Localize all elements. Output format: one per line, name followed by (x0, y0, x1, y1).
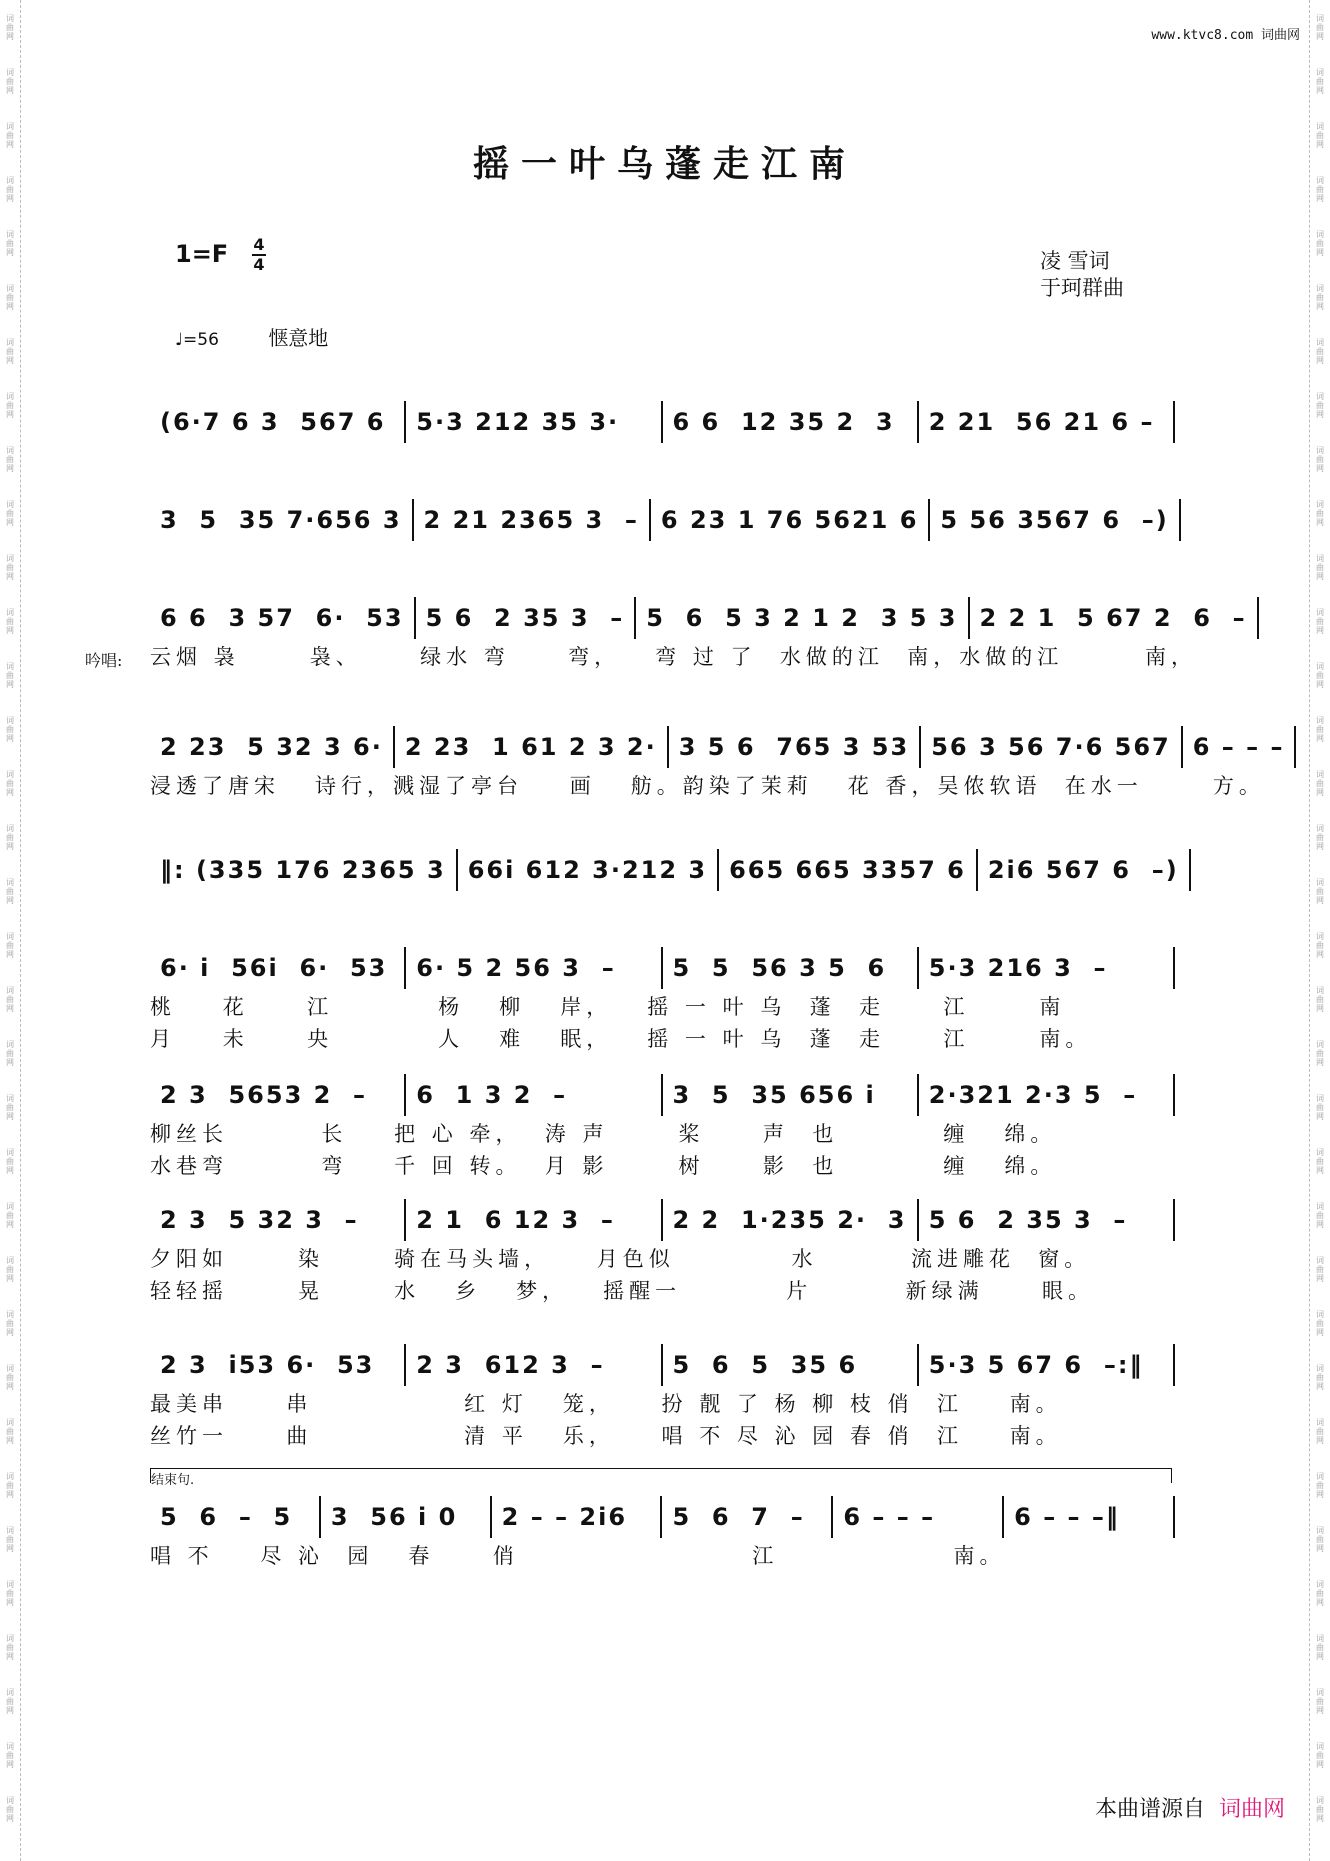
lyric-line: 桃 花 江 杨 柳 岸， 摇 一 叶 乌 蓬 走 江 南 (150, 995, 1066, 1019)
side-watermark-mark: 词曲网 (1316, 1634, 1324, 1661)
side-watermark-mark: 词曲网 (6, 14, 14, 41)
composer-credit: 于珂群曲 (1040, 276, 1124, 300)
measure: 3 5 35 656 i (663, 1074, 919, 1116)
side-watermark-mark: 词曲网 (1316, 1040, 1324, 1067)
side-watermark-mark: 词曲网 (1316, 500, 1324, 527)
side-watermark-mark: 词曲网 (1316, 1526, 1324, 1553)
measure: 2 21 56 21 6 – (919, 401, 1175, 443)
measure: 56 3 56 7·6 567 (921, 726, 1183, 768)
side-watermark-mark: 词曲网 (6, 122, 14, 149)
side-watermark-mark: 词曲网 (6, 500, 14, 527)
side-watermark-mark: 词曲网 (1316, 1742, 1324, 1769)
side-watermark-mark: 词曲网 (1316, 878, 1324, 905)
measure: 2 3 5653 2 – (150, 1074, 406, 1116)
side-watermark-mark: 词曲网 (1316, 1256, 1324, 1283)
side-watermark-mark: 词曲网 (1316, 176, 1324, 203)
measure: 66i 612 3·212 3 (458, 849, 719, 891)
measure: 2 – – 2i6 (492, 1496, 663, 1538)
key-signature: 1=F (175, 240, 229, 268)
tempo-marking (175, 322, 328, 351)
measure: 3 5 35 7·656 3 (150, 499, 414, 541)
measure: 5 6 5 3 2 1 2 3 5 3 (636, 597, 969, 639)
score-row (150, 402, 1175, 442)
side-watermark-mark: 词曲网 (6, 1256, 14, 1283)
side-watermark-mark: 词曲网 (6, 338, 14, 365)
measure: 5 6 7 – (662, 1496, 833, 1538)
side-watermark-mark: 词曲网 (1316, 230, 1324, 257)
side-watermark-mark: 词曲网 (6, 878, 14, 905)
side-watermark-mark: 词曲网 (6, 824, 14, 851)
measure: ‖: (335 176 2365 3 (150, 849, 458, 891)
side-watermark-mark: 词曲网 (1316, 932, 1324, 959)
lyric-line: 最美串 串 红 灯 笼， 扮 靓 了 杨 柳 枝 俏 江 南。 (150, 1392, 1062, 1416)
notation-line (150, 1075, 1175, 1115)
side-watermark-mark: 词曲网 (6, 1742, 14, 1769)
measure: 6 6 12 35 2 3 (663, 401, 919, 443)
lyricist-credit: 凌 雪词 (1040, 249, 1110, 273)
measure: 2·321 2·3 5 – (919, 1074, 1175, 1116)
measure: 2 1 6 12 3 – (406, 1199, 662, 1241)
side-watermark-mark: 词曲网 (1316, 122, 1324, 149)
left-margin-strip (0, 0, 21, 1861)
measure: 5 6 5 35 6 (663, 1344, 919, 1386)
lyric-line: 浸透了唐宋 诗行，溅湿了亭台 画 舫。韵染了茉莉 花 香，吴侬软语 在水一 方。 (150, 774, 1265, 798)
side-watermark-mark: 词曲网 (1316, 284, 1324, 311)
score-row (150, 1200, 1175, 1304)
side-watermark-mark: 词曲网 (6, 1418, 14, 1445)
side-watermark-mark: 词曲网 (1316, 392, 1324, 419)
right-margin-strip (1309, 0, 1330, 1861)
measure: 2 3 5 32 3 – (150, 1199, 406, 1241)
measure: 5 6 2 35 3 – (919, 1199, 1175, 1241)
lyric-line: 夕阳如 染 骑在马头墙， 月色似 水 流进雕花 窗。 (150, 1247, 1091, 1271)
measure: 5 5 56 3 5 6 (663, 947, 919, 989)
side-watermark-mark: 词曲网 (1316, 824, 1324, 851)
side-watermark-mark: 词曲网 (1316, 1148, 1324, 1175)
measure: 5·3 212 35 3· (406, 401, 662, 443)
measure: 6 – – –‖ (1004, 1496, 1175, 1538)
tempo-bpm: ♩=56 (175, 330, 219, 350)
measure: 6 6 3 57 6· 53 (150, 597, 416, 639)
side-watermark-mark: 词曲网 (6, 1634, 14, 1661)
side-watermark-mark: 词曲网 (6, 1580, 14, 1607)
measure: 6 23 1 76 5621 6 (651, 499, 930, 541)
measure: 2 21 2365 3 – (414, 499, 651, 541)
side-watermark-mark: 词曲网 (1316, 1796, 1324, 1823)
score-row (85, 598, 1247, 670)
side-watermark-mark: 词曲网 (6, 986, 14, 1013)
side-watermark-mark: 词曲网 (1316, 1202, 1324, 1229)
notation-line (150, 727, 1285, 767)
measure: 6· i 56i 6· 53 (150, 947, 406, 989)
side-watermark-mark: 词曲网 (6, 716, 14, 743)
side-watermark-mark: 词曲网 (6, 68, 14, 95)
score-row (150, 850, 1179, 890)
notation-line (150, 598, 1247, 638)
notation-line (150, 402, 1175, 442)
measure: 6· 5 2 56 3 – (406, 947, 662, 989)
side-watermark-mark: 词曲网 (6, 1796, 14, 1823)
lyric-prefix: 吟唱: (85, 651, 123, 670)
measure: 2 23 1 61 2 3 2· (395, 726, 669, 768)
side-watermark-mark: 词曲网 (6, 662, 14, 689)
measure: 6 – – – (1183, 726, 1297, 768)
side-watermark-mark: 词曲网 (6, 1310, 14, 1337)
side-watermark-mark: 词曲网 (6, 608, 14, 635)
side-watermark-mark: 词曲网 (1316, 1688, 1324, 1715)
side-watermark-mark: 词曲网 (1316, 1580, 1324, 1607)
side-watermark-mark: 词曲网 (6, 1526, 14, 1553)
side-watermark-mark: 词曲网 (1316, 716, 1324, 743)
lyric-line: 柳丝长 长 把 心 牵， 涛 声 桨 声 也 缠 绵。 (150, 1122, 1057, 1146)
side-watermark-mark: 词曲网 (1316, 662, 1324, 689)
ending-bracket (150, 1468, 1172, 1488)
side-watermark-mark: 词曲网 (6, 230, 14, 257)
side-watermark-mark: 词曲网 (1316, 446, 1324, 473)
site-watermark[interactable]: www.ktvc8.com 词曲网 (1151, 28, 1300, 43)
side-watermark-mark: 词曲网 (1316, 770, 1324, 797)
song-title: 摇一叶乌蓬走江南 (472, 143, 857, 185)
side-watermark-mark: 词曲网 (1316, 1310, 1324, 1337)
score-row (150, 1075, 1175, 1179)
side-watermark-mark: 词曲网 (6, 1688, 14, 1715)
footer-brand[interactable]: 词曲网 (1218, 1797, 1285, 1822)
side-watermark-mark: 词曲网 (6, 1148, 14, 1175)
measure: 5 6 – 5 (150, 1496, 321, 1538)
footer-prefix: 本曲谱源自 (1094, 1797, 1205, 1822)
measure: 5 6 2 35 3 – (416, 597, 637, 639)
measure: 2 23 5 32 3 6· (150, 726, 395, 768)
measure: 2 2 1·235 2· 3 (663, 1199, 919, 1241)
side-watermark-mark: 词曲网 (6, 932, 14, 959)
tempo-mood: 惬意地 (268, 326, 329, 350)
side-watermark-mark: 词曲网 (6, 1472, 14, 1499)
measure: 6 1 3 2 – (406, 1074, 662, 1116)
lyric-line: 云烟 袅 袅、 绿水 弯 弯， 弯 过 了 水做的江 南，水做的江 南， (150, 645, 1197, 669)
time-signature-bottom: 4 (253, 255, 265, 274)
credits (1040, 248, 1124, 302)
measure: (6·7 6 3 567 6 (150, 401, 406, 443)
notation-line (150, 1497, 1175, 1537)
score-row (150, 1497, 1175, 1569)
side-watermark-mark: 词曲网 (1316, 554, 1324, 581)
measure: 3 5 6 765 3 53 (669, 726, 921, 768)
lyric-line: 轻轻摇 晃 水 乡 梦， 摇醒一 片 新绿满 眼。 (150, 1279, 1095, 1303)
time-signature (252, 236, 266, 274)
side-watermark-mark: 词曲网 (1316, 338, 1324, 365)
side-watermark-mark: 词曲网 (1316, 14, 1324, 41)
side-watermark-mark: 词曲网 (1316, 1472, 1324, 1499)
side-watermark-mark: 词曲网 (6, 1202, 14, 1229)
measure: 2 3 i53 6· 53 (150, 1344, 406, 1386)
side-watermark-mark: 词曲网 (1316, 1094, 1324, 1121)
measure: 665 665 3357 6 (719, 849, 978, 891)
side-watermark-mark: 词曲网 (6, 1040, 14, 1067)
measure: 2 2 1 5 67 2 6 – (970, 597, 1259, 639)
footer (1095, 1792, 1285, 1823)
notation-line (150, 850, 1179, 890)
time-signature-top: 4 (253, 235, 265, 254)
notation-line (150, 1200, 1175, 1240)
lyric-line: 唱 不 尽 沁 园 春 俏 江 南。 (150, 1544, 1006, 1568)
ending-label: 结束句. (151, 1473, 195, 1488)
notation-line (150, 948, 1175, 988)
side-watermark-mark: 词曲网 (6, 554, 14, 581)
side-watermark-mark: 词曲网 (1316, 1418, 1324, 1445)
side-watermark-mark: 词曲网 (1316, 986, 1324, 1013)
lyric-line: 水巷弯 弯 千 回 转。 月 影 树 影 也 缠 绵。 (150, 1154, 1057, 1178)
side-watermark-mark: 词曲网 (1316, 608, 1324, 635)
side-watermark-mark: 词曲网 (6, 284, 14, 311)
score-row (150, 500, 1175, 540)
lyric-line: 月 未 央 人 难 眠， 摇 一 叶 乌 蓬 走 江 南。 (150, 1027, 1092, 1051)
notation-line (150, 1345, 1175, 1385)
measure: 2i6 567 6 –) (978, 849, 1191, 891)
side-watermark-mark: 词曲网 (6, 1364, 14, 1391)
score-row (150, 1345, 1175, 1449)
measure: 2 3 612 3 – (406, 1344, 662, 1386)
side-watermark-mark: 词曲网 (6, 1094, 14, 1121)
side-watermark-mark: 词曲网 (1316, 1364, 1324, 1391)
measure: 5·3 216 3 – (919, 947, 1175, 989)
side-watermark-mark: 词曲网 (6, 176, 14, 203)
notation-line (150, 500, 1175, 540)
side-watermark-mark: 词曲网 (6, 770, 14, 797)
measure: 5·3 5 67 6 –:‖ (919, 1344, 1175, 1386)
score-row (150, 948, 1175, 1052)
side-watermark-mark: 词曲网 (6, 446, 14, 473)
side-watermark-mark: 词曲网 (1316, 68, 1324, 95)
measure: 3 56 i 0 (321, 1496, 492, 1538)
measure: 6 – – – (833, 1496, 1004, 1538)
lyric-line: 丝竹一 曲 清 平 乐， 唱 不 尽 沁 园 春 俏 江 南。 (150, 1424, 1062, 1448)
measure: 5 56 3567 6 –) (930, 499, 1180, 541)
score-row (150, 727, 1285, 799)
side-watermark-mark: 词曲网 (6, 392, 14, 419)
